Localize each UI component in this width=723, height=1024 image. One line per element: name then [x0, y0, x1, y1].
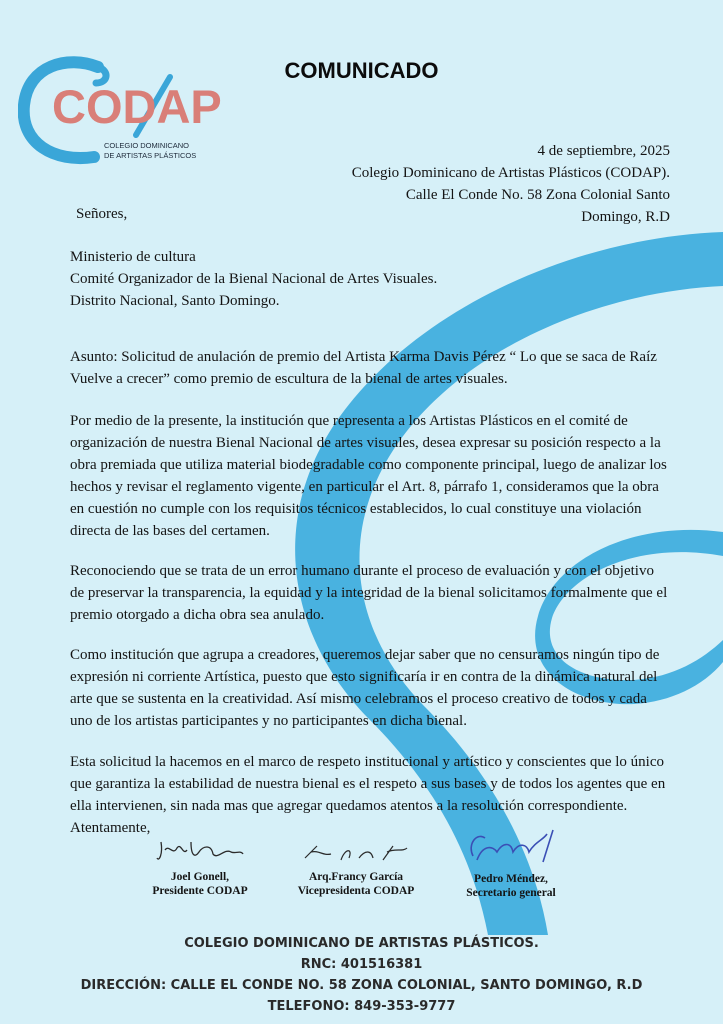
footer-org-name: COLEGIO DOMINICANO DE ARTISTAS PLÁSTICOS. [184, 936, 539, 951]
footer-contact [0, 933, 723, 1017]
handwritten-signature-graphic [155, 836, 245, 866]
recipient-block: Ministerio de cultura Comité Organizador de la Bienal Nacional de Artes Visuales. Distrito Nacional, Santo Domingo. [70, 249, 438, 309]
logo-wordmark: CODAP [52, 80, 222, 133]
footer-phone: TELEFONO: 849-353-9777 [267, 999, 456, 1014]
signature-block-president [140, 836, 260, 898]
logo-subtitle: COLEGIO DOMINICANO DE ARTISTAS PLÁSTICOS [104, 141, 197, 160]
body-paragraph-2: Reconociendo que se trata de un error humano durante el proceso de evaluación y con el objetivo de preservar la transparencia, la equidad y la integridad de la bienal solicitamos formalmente que el premio otorgado a dicha obra sea anulado. [70, 563, 668, 623]
sender-line: Domingo, R.D [581, 209, 670, 225]
letter-date: 4 de septiembre, 2025 [537, 143, 670, 159]
body-paragraph-3: Como institución que agrupa a creadores, queremos dejar saber que no censuramos ningún tipo de expresión ni corriente Artística, puesto que esto significaría ir en contra de la dinámica natural del arte que se sustenta en la creatividad. Así mismo celebramos el proceso creativo de todos y cada uno de los artistas participantes y no participantes en dicha bienal. [70, 647, 660, 729]
signer-name: Joel Gonell, [170, 871, 230, 883]
signature-block-secretary [446, 826, 576, 900]
signer-name: Pedro Méndez, [474, 873, 548, 885]
handwritten-signature-graphic [463, 826, 559, 868]
footer-address: DIRECCIÓN: CALLE EL CONDE NO. 58 ZONA COLONIAL, SANTO DOMINGO, R.D [80, 978, 643, 993]
signer-role: Vicepresidenta CODAP [297, 885, 415, 897]
signer-role: Secretario general [466, 887, 556, 899]
salutation: Señores, [76, 206, 128, 222]
signature-block-vicepresident [281, 840, 431, 898]
sender-line: Calle El Conde No. 58 Zona Colonial Santo [405, 187, 670, 203]
sender-line: Colegio Dominicano de Artistas Plásticos (CODAP). [351, 165, 670, 181]
subject-paragraph: Asunto: Solicitud de anulación de premio del Artista Karma Davis Pérez “ Lo que se saca de Raíz Vuelve a crecer” como premio de escultura de la bienal de artes visuales. [70, 349, 657, 387]
handwritten-signature-graphic [301, 840, 411, 866]
body-paragraph-4: Esta solicitud la hacemos en el marco de respeto institucional y artístico y conscientes que lo único que garantiza la estabilidad de nuestra bienal es el respeto a sus bases y de todos los agentes que en ella intervienen, sin nada mas que agregar quedamos atentos a la resolución correspondiente. Atentamente, [70, 754, 666, 836]
document-title: COMUNICADO [284, 58, 439, 83]
footer-rnc: RNC: 401516381 [300, 957, 423, 972]
body-paragraph-1: Por medio de la presente, la institución que representa a los Artistas Plásticos en el comité de organización de nuestra Bienal Nacional de artes visuales, desea expresar su posición respecto a la obra premiada que utiliza material biodegradable como componente principal, luego de analizar los hechos y revisar el reglamento vigente, en particular el Art. 8, párrafo 1, consideramos que la obra en cuestión no cumple con los requisitos técnicos establecidos, lo cual constituye una violación directa de las bases del certamen. [70, 413, 667, 539]
signer-name: Arq.Francy García [308, 871, 404, 883]
signer-role: Presidente CODAP [152, 885, 248, 897]
